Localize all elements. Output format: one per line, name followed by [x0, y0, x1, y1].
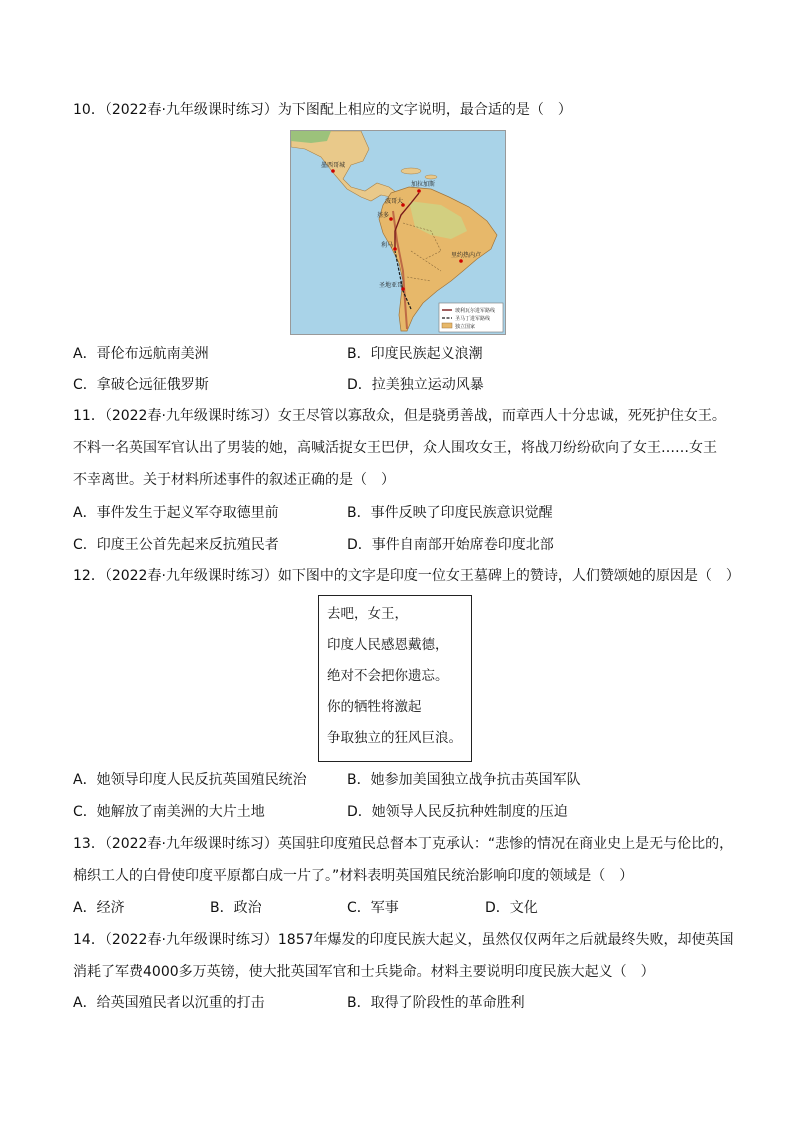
q10-option-d[interactable]: D．拉美独立运动风暴 [347, 377, 484, 393]
q12-option-b[interactable]: B．她参加美国独立战争抗击英国军队 [347, 772, 581, 788]
map-label: 里约热内卢 [451, 252, 482, 259]
q11-option-a[interactable]: A．事件发生于起义军夺取德里前 [73, 505, 279, 521]
poem-line: 去吧，女王， [327, 606, 408, 622]
poem-line: 印度人民感恩戴德， [327, 637, 449, 653]
latin-america-map [290, 130, 506, 335]
q11-option-b[interactable]: B．事件反映了印度民族意识觉醒 [347, 505, 553, 521]
q13-stem-line: 棉织工人的白骨使印度平原都白成一片了。”材料表明英国殖民统治影响印度的领域是（ ） [73, 868, 634, 884]
map-graphic [291, 131, 505, 334]
q14-stem-line: 14．（2022春·九年级课时练习）1857年爆发的印度民族大起义，虽然仅仅两年之后就最终失败，却使英国 [73, 932, 734, 948]
q14-option-b[interactable]: B．取得了阶段性的革命胜利 [347, 995, 525, 1011]
poem-line: 争取独立的狂风巨浪。 [327, 730, 462, 746]
q13-option-d[interactable]: D．文化 [485, 900, 538, 916]
legend-item: 玻利瓦尔进军路线 [455, 308, 496, 314]
q11-stem-line: 不料一名英国军官认出了男装的她，高喊活捉女王巴伊，众人围攻女王，将战刀纷纷砍向了女王……女王 [73, 440, 717, 456]
poem-line: 你的牺牲将激起 [327, 699, 422, 715]
q10-option-c[interactable]: C．拿破仑远征俄罗斯 [73, 377, 209, 393]
q14-option-a[interactable]: A．给英国殖民者以沉重的打击 [73, 995, 265, 1011]
q13-option-c[interactable]: C．军事 [347, 900, 399, 916]
q13-option-a[interactable]: A．经济 [73, 900, 125, 916]
q12-option-a[interactable]: A．她领导印度人民反抗英国殖民统治 [73, 772, 307, 788]
q11-stem-line: 11．（2022春·九年级课时练习）女王尽管以寡敌众，但是骁勇善战，而章西人十分忠诚，死死护住女王。 [73, 408, 726, 424]
legend-item: 独立国家 [455, 324, 476, 330]
q10-option-b[interactable]: B．印度民族起义浪潮 [347, 346, 483, 362]
q11-option-c[interactable]: C．印度王公首先起来反抗殖民者 [73, 537, 279, 553]
map-label: 波哥大 [385, 198, 404, 205]
map-label: 加拉加斯 [411, 181, 436, 188]
q12-option-d[interactable]: D．她领导人民反抗种姓制度的压迫 [347, 804, 568, 820]
q13-option-b[interactable]: B．政治 [210, 900, 262, 916]
map-label: 基多 [377, 212, 390, 219]
poem-line: 绝对不会把你遗忘。 [327, 668, 449, 684]
map-label: 墨西哥城 [321, 162, 346, 169]
q11-option-d[interactable]: D．事件自南部开始席卷印度北部 [347, 537, 554, 553]
q14-stem-line: 消耗了军费4000多万英镑，使大批英国军官和士兵毙命。材料主要说明印度民族大起义（ ） [73, 964, 655, 980]
q12-option-c[interactable]: C．她解放了南美洲的大片土地 [73, 804, 265, 820]
q10-option-a[interactable]: A．哥伦布远航南美洲 [73, 346, 209, 362]
legend-item: 圣马丁进军路线 [455, 316, 491, 322]
poem-box [318, 595, 472, 762]
q12-stem: 12．（2022春·九年级课时练习）如下图中的文字是印度一位女王墓碑上的赞诗，人们赞颂她的原因是（ ） [73, 568, 740, 584]
map-label: 利马 [381, 242, 394, 249]
q11-stem-line: 不幸离世。关于材料所述事件的叙述正确的是（ ） [73, 472, 395, 488]
map-label: 圣地亚哥 [379, 282, 404, 289]
q13-stem-line: 13．（2022春·九年级课时练习）英国驻印度殖民总督本丁克承认：“悲惨的情况在商业史上是无与伦比的， [73, 836, 734, 852]
q10-stem: 10．（2022春·九年级课时练习）为下图配上相应的文字说明，最合适的是（ ） [73, 102, 572, 118]
